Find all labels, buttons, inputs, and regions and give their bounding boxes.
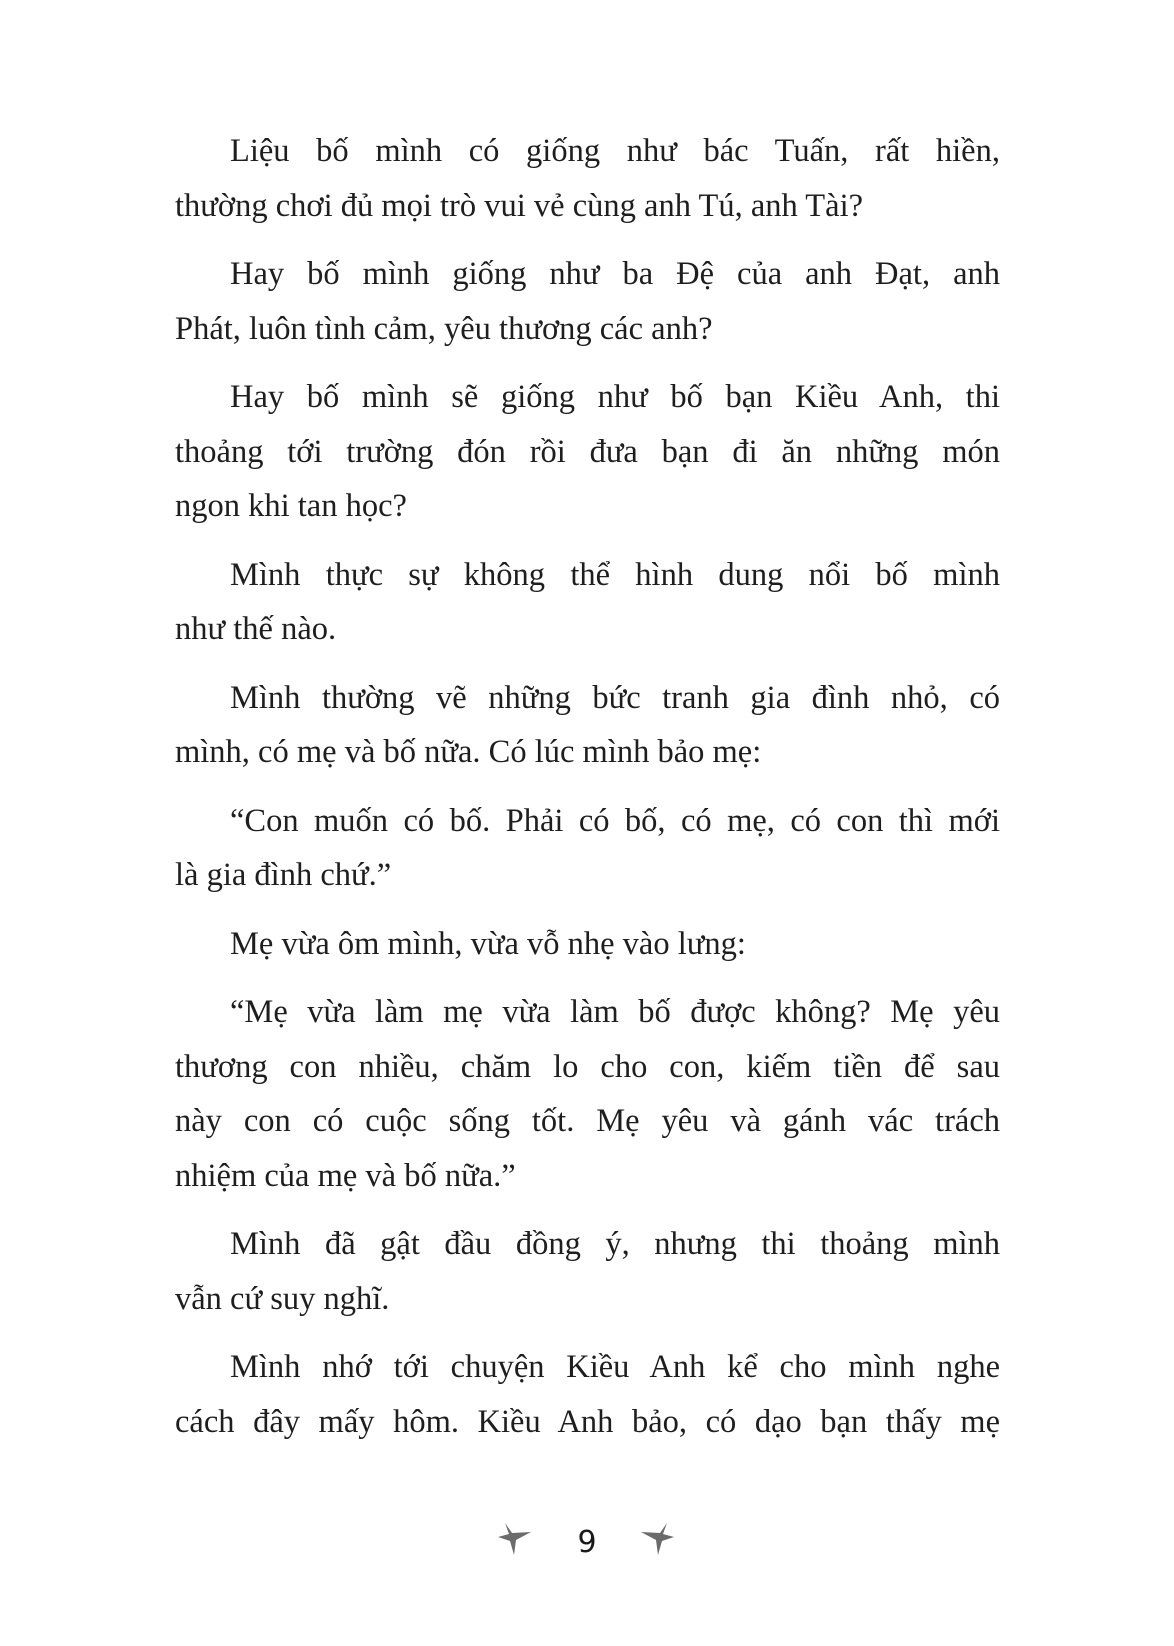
text-line: Mình thường vẽ những bức tranh gia đình nhỏ, có: [230, 679, 1000, 716]
text-line: Phát, luôn tình cảm, yêu thương các anh?: [175, 310, 713, 347]
text-line: mình, có mẹ và bố nữa. Có lúc mình bảo mẹ:: [175, 734, 762, 770]
star-icon: [497, 1522, 533, 1556]
text-line: Mình thực sự không thể hình dung nổi bố mình: [230, 556, 1000, 593]
text-line: nhiệm của mẹ và bố nữa.”: [175, 1157, 516, 1194]
text-line: “Mẹ vừa làm mẹ vừa làm bố được không? Mẹ yêu: [230, 994, 1000, 1030]
text-line: thoảng tới trường đón rồi đưa bạn đi ăn những món: [175, 433, 1000, 470]
text-line: Hay bố mình giống như ba Đệ của anh Đạt, anh: [230, 256, 1000, 292]
text-line: “Con muốn có bố. Phải có bố, có mẹ, có con thì mới: [230, 802, 1000, 839]
star-icon: [639, 1522, 675, 1556]
text-line: Mình đã gật đầu đồng ý, nhưng thi thoảng mình: [230, 1226, 1000, 1262]
text-line: vẫn cứ suy nghĩ.: [175, 1280, 390, 1317]
page-footer: [0, 1518, 1174, 1564]
paragraph-6: [175, 794, 1000, 903]
paragraph-9: [175, 1217, 1000, 1326]
paragraph-10: [175, 1340, 1000, 1449]
paragraph-2: [175, 247, 1000, 356]
text-line: Liệu bố mình có giống như bác Tuấn, rất hiền,: [230, 133, 1000, 169]
text-line: thường chơi đủ mọi trò vui vẻ cùng anh Tú, anh Tài?: [175, 187, 864, 224]
paragraph-5: [175, 671, 1000, 780]
page-number: 9: [577, 1525, 597, 1560]
paragraph-8: [175, 985, 1000, 1203]
paragraph-7: [175, 917, 1000, 972]
text-line: như thế nào.: [175, 611, 337, 647]
body-text: [175, 124, 1000, 1463]
text-line: ngon khi tan học?: [175, 488, 407, 524]
text-line: này con có cuộc sống tốt. Mẹ yêu và gánh vác trách: [175, 1103, 1000, 1139]
text-line: Hay bố mình sẽ giống như bố bạn Kiều Anh, thi: [230, 379, 1000, 415]
text-line: cách đây mấy hôm. Kiều Anh bảo, có dạo bạn thấy mẹ: [175, 1403, 1000, 1440]
text-line: Mẹ vừa ôm mình, vừa vỗ nhẹ vào lưng:: [230, 925, 746, 962]
paragraph-4: [175, 548, 1000, 657]
text-line: thương con nhiều, chăm lo cho con, kiếm tiền để sau: [175, 1048, 1000, 1085]
paragraph-1: [175, 124, 1000, 233]
paragraph-3: [175, 370, 1000, 534]
text-line: Mình nhớ tới chuyện Kiều Anh kể cho mình nghe: [230, 1349, 1000, 1385]
text-line: là gia đình chứ.”: [175, 857, 392, 893]
